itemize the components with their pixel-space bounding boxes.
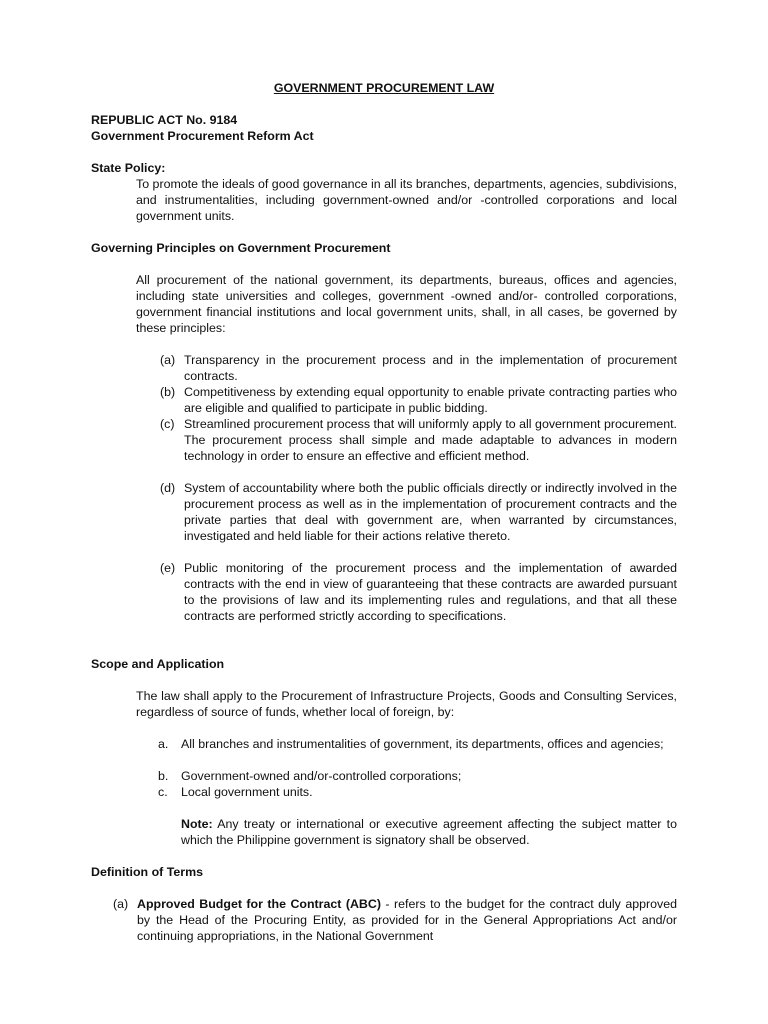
principle-marker: (d) — [160, 481, 176, 495]
principle-marker: (c) — [160, 417, 175, 431]
act-name: Government Procurement Reform Act — [91, 129, 314, 143]
document-title: GOVERNMENT PROCUREMENT LAW — [273, 81, 495, 95]
scope-text: All branches and instrumentalities of government, its departments, offices and agencies; — [181, 737, 664, 751]
note-label: Note: — [181, 817, 213, 831]
scope-text: Government-owned and/or-controlled corporations; — [181, 769, 462, 783]
principle-text: Streamlined procurement process that will uniformly apply to all government procurement. The procurement process shall simple and made adaptable to advances in modern technology in order to ensure an effective and efficient method. — [184, 417, 677, 463]
scope-item — [158, 768, 677, 784]
state-policy-text: To promote the ideals of good governance in all its branches, departments, agencies, subdivisions, and instrumentalities, including government-owned and/or -controlled corporations and local government units. — [136, 177, 677, 223]
principle-marker: (a) — [160, 353, 176, 367]
principle-item — [160, 560, 677, 624]
scope-text: Local government units. — [181, 785, 313, 799]
principle-text: Transparency in the procurement process and in the implementation of procurement contracts. — [184, 353, 677, 383]
definition-body — [137, 896, 677, 944]
scope-note — [181, 816, 677, 848]
note-text: Any treaty or international or executive agreement affecting the subject matter to which the Philippine government is signatory shall be observed. — [181, 817, 677, 847]
state-policy-heading: State Policy: — [91, 161, 166, 175]
definition-term: Approved Budget for the Contract (ABC) — [137, 897, 381, 911]
act-number: REPUBLIC ACT No. 9184 — [91, 113, 238, 127]
definition-text: - refers to the budget for the contract duly approved by the Head of the Procuring Entity, as provided for in the General Appropriations Act and/or continuing appropriations, in the National Government — [137, 897, 677, 943]
principle-item — [160, 384, 677, 416]
principle-text: System of accountability where both the public officials directly or indirectly involved in the procurement process as well as in the implementation of procurement contracts and the private parties that deal with government are, when warranted by circumstances, investigated and held liable for their actions relative thereto. — [184, 481, 677, 543]
principle-text: Public monitoring of the procurement process and the implementation of awarded contracts with the end in view of guaranteeing that these contracts are awarded pursuant to the provisions of law and its implementing rules and regulations, and that all these contracts are performed strictly according to specifications. — [184, 561, 677, 623]
definition-item — [113, 896, 677, 944]
principle-text: Competitiveness by extending equal opportunity to enable private contracting parties who are eligible and qualified to participate in public bidding. — [184, 385, 677, 415]
principle-marker: (b) — [160, 385, 176, 399]
definitions-heading: Definition of Terms — [91, 865, 203, 879]
principle-item — [160, 480, 677, 544]
principle-item — [160, 352, 677, 384]
principle-marker: (e) — [160, 561, 176, 575]
scope-item — [158, 736, 677, 752]
scope-marker: c. — [158, 785, 168, 799]
scope-marker: a. — [158, 737, 169, 751]
scope-marker: b. — [158, 769, 169, 783]
scope-intro: The law shall apply to the Procurement of Infrastructure Projects, Goods and Consulting Services, regardless of source of funds, whether local of foreign, by: — [136, 689, 677, 719]
principles-heading: Governing Principles on Government Procurement — [91, 241, 391, 255]
scope-heading: Scope and Application — [91, 657, 225, 671]
scope-item — [158, 784, 677, 800]
definition-marker: (a) — [113, 897, 129, 911]
principles-intro: All procurement of the national government, its departments, bureaus, offices and agencies, including state universities and colleges, government -owned and/or- controlled corporations, government financial institutions and local government units, shall, in all cases, be governed by these principles: — [136, 273, 677, 335]
principle-item — [160, 416, 677, 464]
